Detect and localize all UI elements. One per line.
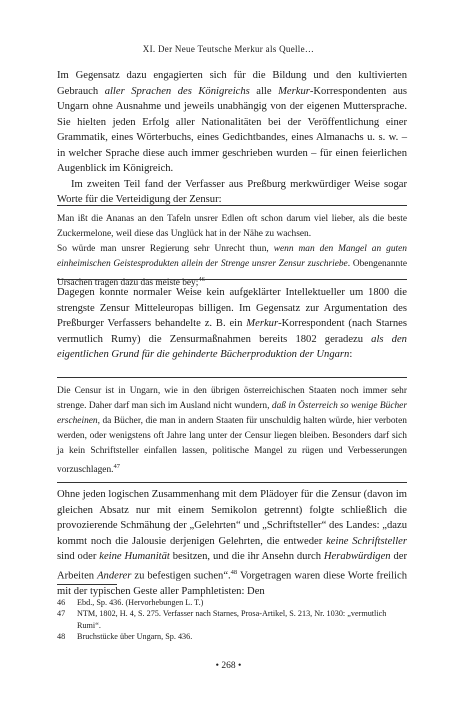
quote-2-body: Die Censur ist in Ungarn, wie in den übrigen österreichischen Staaten noch immer sehr strenge. Daher darf man sich im Ausland nicht wundern, daß in Österreich so wenige Bücher erscheinen, da Bücher, die man in andern Staaten für unschuldig halten würde, hier verboten werden, oder wenigstens oft Jahre lang unter der Censur liegen bleiben. Besonders darf sich ja kein Schriftsteller einfallen lassen, politische Mangel zu rügen und Verbesserungen vorzuschlagen. <box>57 386 407 476</box>
quote-2-divider-bottom <box>57 482 407 483</box>
footnote-rule <box>57 584 117 585</box>
quote-divider-top <box>57 205 407 206</box>
footnote-text: Bruchstücke über Ungarn, Sp. 436. <box>77 632 193 642</box>
italic-emphasis: daß in Österreich so wenige Bücher erscheinen <box>57 401 407 427</box>
footnote-ref-46: 46 <box>198 276 205 284</box>
footnote-number: 47 <box>57 609 66 619</box>
italic-emphasis: Anderer <box>97 570 132 582</box>
paragraph-4: Ohne jeden logischen Zusammenhang mit dem Plädoyer für die Zensur (davon im gleichen Absatz nur mit einem Semikolon getrennt) folgte schließlich die provozierende Schmähung der „Gelehrten“ und „Schriftsteller“ des Landes: „dazu kommt noch die Jalousie derjenigen Gelehrten, die entweder keine Schriftsteller sind oder keine Humanität besitzen, und die ihr Ansehn durch Herabwürdigen der Arbeiten Anderer zu befestigen suchen“.$^{48}$ Vorgetragen waren diese Worte freilich mit der typischen Geste aller Pamphletisten: Den <box>57 489 408 597</box>
footnote-text: Ebd., Sp. 436. (Hervorhebungen L. T.) <box>77 598 204 607</box>
footnote-ref: 48 <box>230 568 238 576</box>
quote-2-text <box>57 384 407 479</box>
page-number: • 268 • <box>215 661 242 671</box>
italic-emphasis: keine Schriftsteller <box>326 535 407 547</box>
footnote-number: 48 <box>57 632 66 642</box>
body-paragraph-4 <box>57 487 407 599</box>
footnote-ref-47: 47 <box>113 463 120 471</box>
quote-divider-bottom <box>57 279 407 280</box>
quote-2-divider-top <box>57 377 407 378</box>
paragraph-2: Im zweiten Teil fand der Verfasser aus Preßburg merkwürdiger Weise sogar Worte für die Verteidigung der Zensur: <box>57 178 407 205</box>
italic-emphasis: als den eigentlichen Grund für die gehinderte Bücherproduktion der Ungarn <box>57 333 407 360</box>
footnotes <box>57 597 407 643</box>
italic-emphasis: keine Humanität <box>99 551 170 562</box>
italic-emphasis: Merkur <box>246 318 279 329</box>
body-paragraph-3 <box>57 285 407 363</box>
italic-emphasis: wenn man den Mangel an guten einheimischen Geistesprodukten allein der Strenge unsrer Zensur zuschriebe <box>57 244 407 270</box>
footnote-text: NTM, 1802, H. 4, S. 275. Verfasser nach Starnes, Prosa-Artikel, S. 213, Nr. 1030: „vermutlich Rumi“. <box>77 609 387 630</box>
block-quote-2 <box>57 384 407 479</box>
footnote-48 <box>57 631 407 642</box>
quote-1-line-2-text: So würde man unsrer Regierung sehr Unrecht thun, wenn man den Mangel an guten einheimischen Geistesprodukten allein der Strenge unsrer Zensur zuschriebe. Obengenannte Ursachen tragen dazu das meiste bey; <box>57 244 407 289</box>
quote-1-line-1: Man ißt die Ananas an den Tafeln unsrer Edlen oft schon darum viel lieber, als die beste Zuckermelone, weil diese das Unglück hat in der Nähe zu wachsen. <box>57 214 407 240</box>
footnote-47 <box>57 608 407 631</box>
italic-emphasis: Herabwürdigen <box>323 551 391 562</box>
italic-emphasis: Merkur <box>278 85 310 97</box>
footnote-46 <box>57 597 407 608</box>
footnote-number: 46 <box>57 598 66 607</box>
italic-emphasis: aller Sprachen des Königreichs <box>104 85 250 97</box>
running-head: XI. Der Neue Teutsche Merkur als Quelle… <box>142 44 315 54</box>
body-paragraphs-top <box>57 68 407 208</box>
paragraph-3: Dagegen konnte normaler Weise kein aufgeklärter Intellektueller um 1800 die strengste Zensur Mitteleuropas billigen. Im Gegensatz zur Argumentation des Preßburger Verfassers behandelte z. B. ein Merkur-Korrespondent (nach Starnes vermutlich Rumy) die Zensurmaßnahmen bereits 1802 geradezu als den eigentlichen Grund für die gehinderte Bücherproduktion der Ungarn: <box>57 287 408 360</box>
paragraph-1: Im Gegensatz dazu engagierten sich für die Bildung und den kultivierten Gebrauch aller Sprachen des Königreichs alle Merkur-Korrespondenten aus Ungarn ohne Ausnahme und jeweils unabhängig von der eigenen Muttersprache. Sie hielten jeden Erfolg aller Nationalitäten bei der Veröffentlichung einer Grammatik, eines Wörterbuchs, eines Gedichtbandes, eines Almanachs u. s. w. – in welcher Sprache diese auch immer geschrieben wurden – für einen feierlichen Augenblick im Königreich. <box>57 70 407 174</box>
